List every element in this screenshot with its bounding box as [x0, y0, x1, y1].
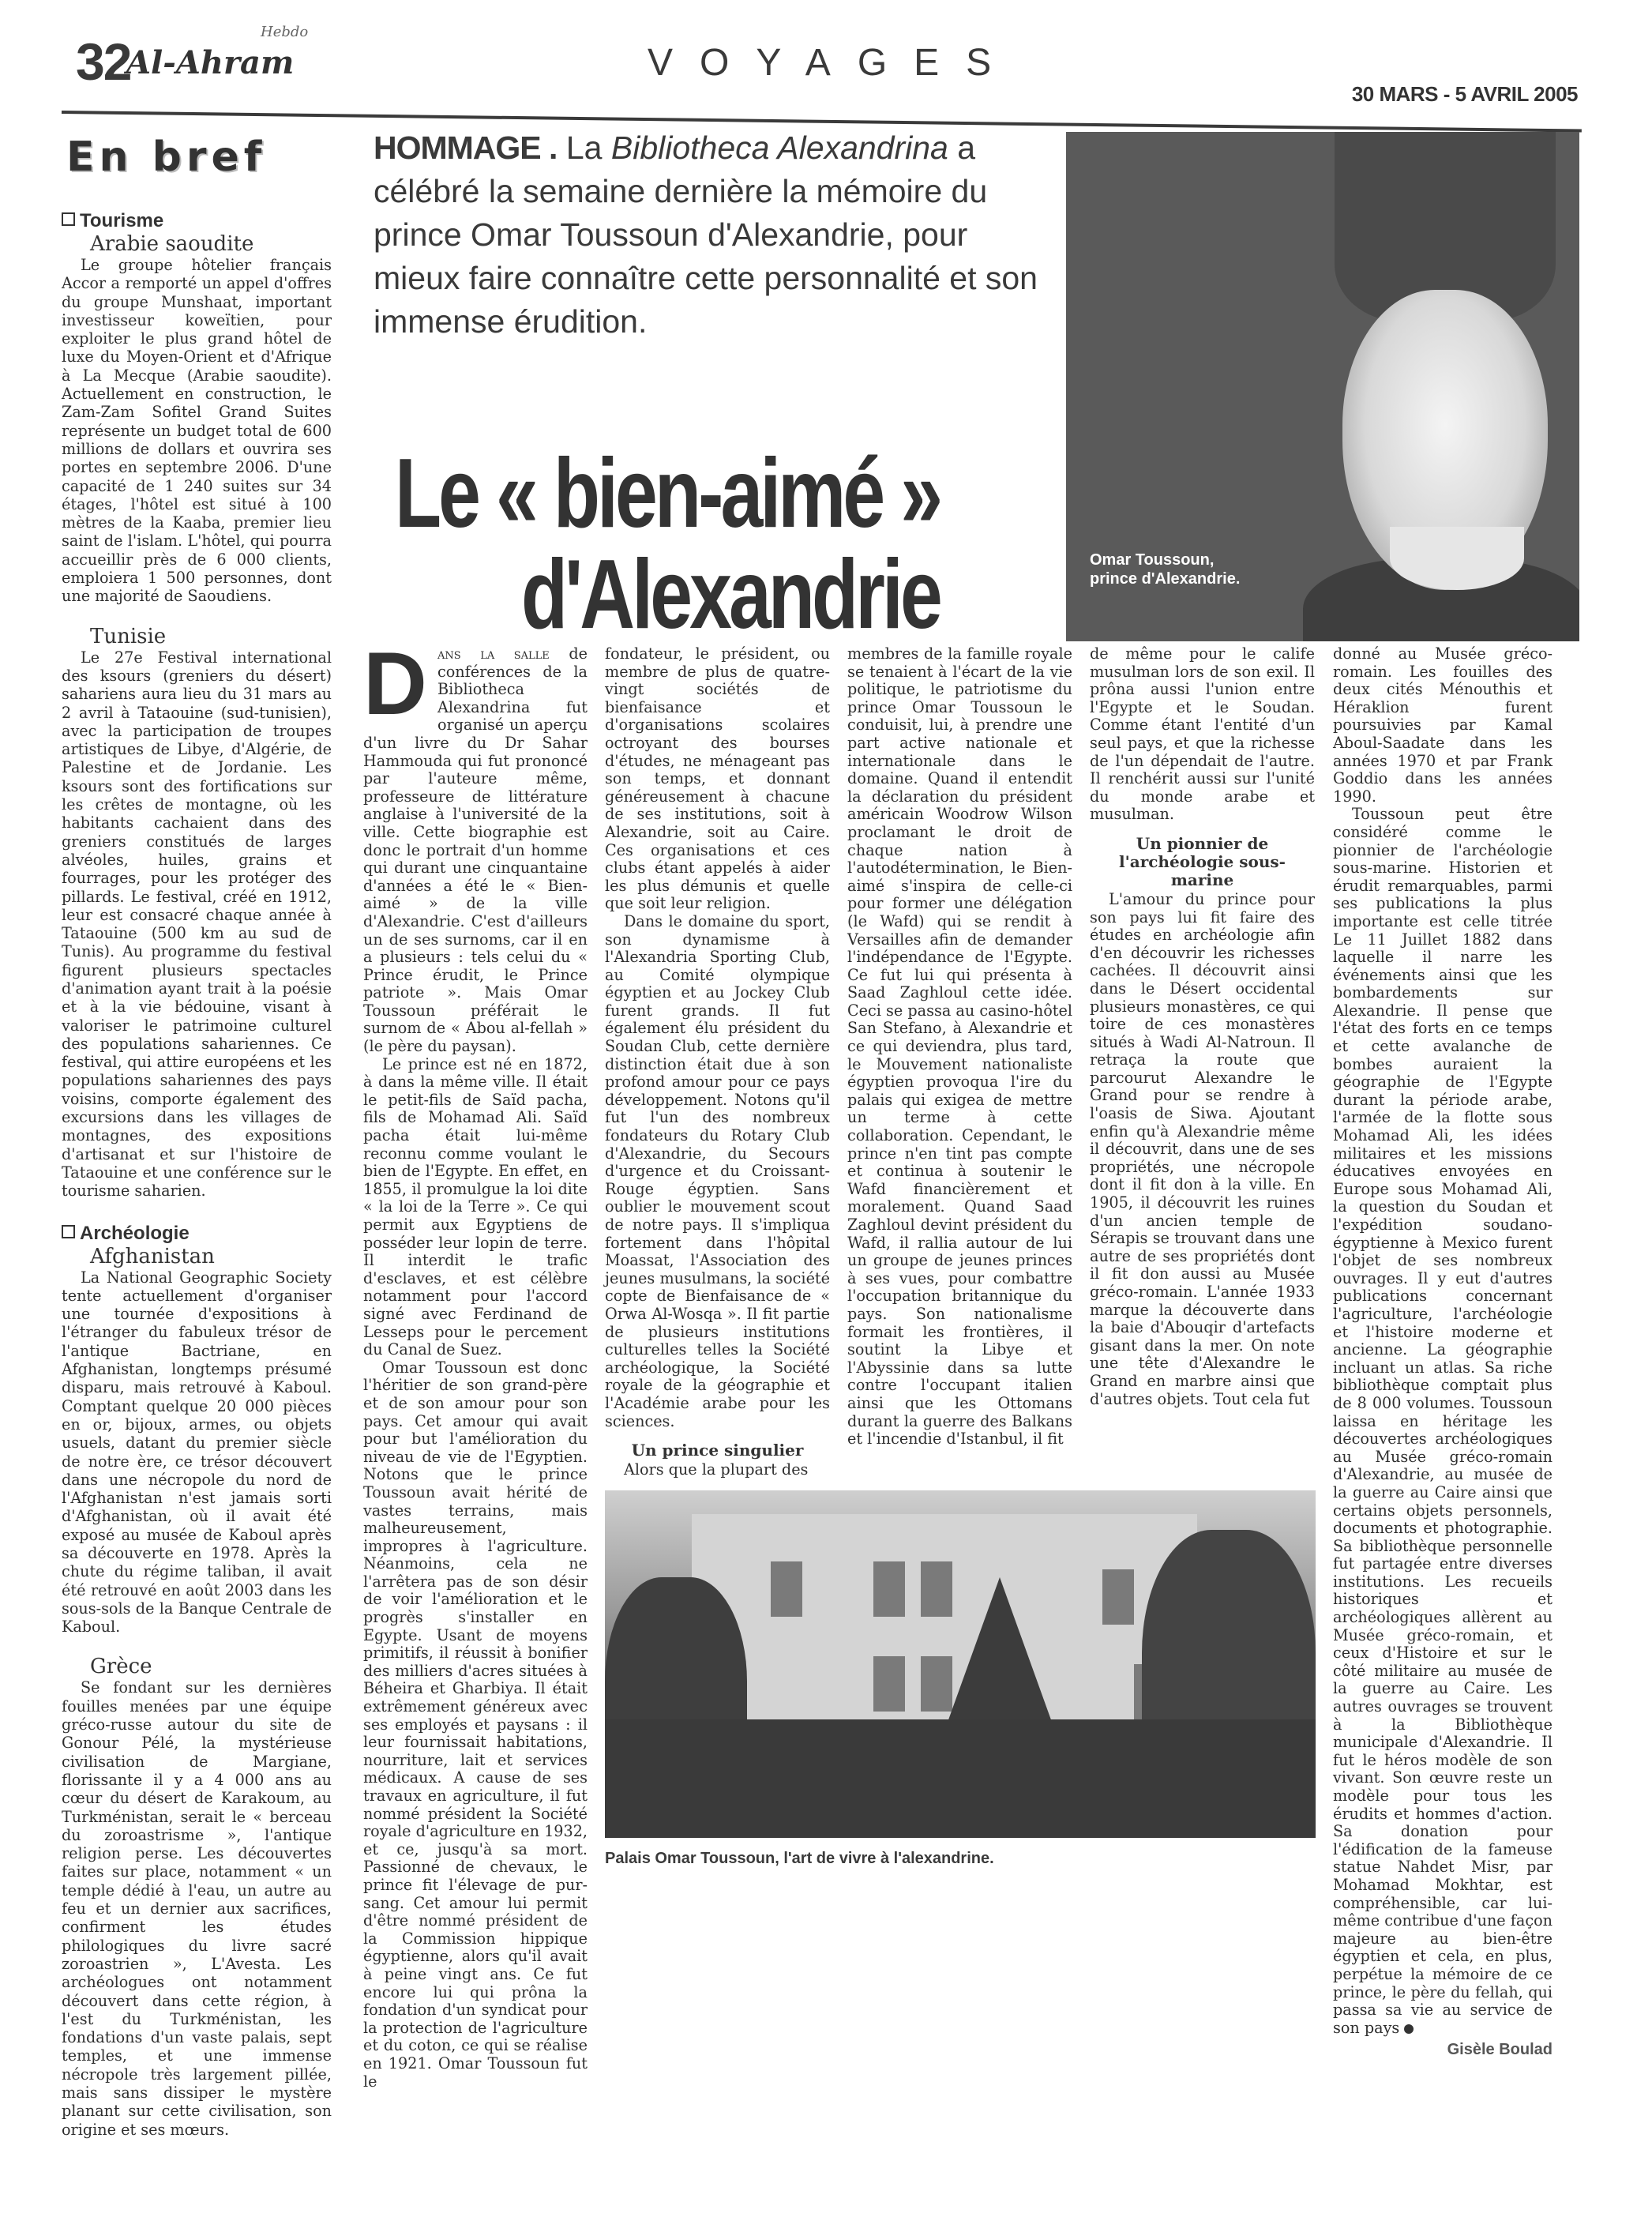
- portrait-caption: Omar Toussoun, prince d'Alexandrie.: [1090, 551, 1241, 588]
- issue-date: 30 MARS - 5 AVRIL 2005: [1351, 82, 1578, 106]
- brief-paragraph: La National Geographic Society tente actuellement d'organiser une tournée d'expositions à l'étranger du fabuleux trésor de l'antique Bactriane, en Afghanistan, longtemps présumé disparu, mais retrouvé à Kaboul. Comptant quelque 20 000 pièces en or, bijoux, armes, ou objets usuels, datant du premier siècle de notre ère, ce trésor découvert dans une nécropole du nord de l'Afghanistan n'est jamais sorti d'Afghanistan, où il avait été exposé au musée de Kaboul après sa découverte en 1978. Après la chute du régime taliban, il avait été retrouvé en août 2003 dans les sous-sols de la Banque Centrale de Kaboul.: [62, 1268, 332, 1636]
- window-shape: [873, 1656, 905, 1712]
- article-column-3: [847, 645, 1072, 1449]
- portrait-photo: [1066, 132, 1579, 641]
- brief-category: Archéologie: [62, 1223, 332, 1245]
- article-column-1: [363, 634, 588, 2091]
- page-number: 32: [76, 32, 131, 91]
- article-column-4: [1090, 645, 1315, 1408]
- article-paragraph: L'amour du prince pour son pays lui fit faire des études en archéologie afin d'en découvrir les richesses cachées. Il découvrit ainsi dans le Désert occidental plusieurs monastères, ce qui toire de ces monastères situés à Wadi Al-Natroun. Il retraça la route que parcourut Alexandre le Grand pour se rendre à l'oasis de Siwa. Ajoutant enfin qu'à Alexandrie même il découvrit, dans une de ses propriétés, une nécropole dont il fit don à la ville. En 1905, il découvrit les ruines d'un ancien temple de Sérapis se trouvant dans une autre de ses propriétés dont il fit don aussi au Musée gréco-romain. L'année 1933 marque la découverte dans la baie d'Abouqir d'artefacts gisant dans la mer. On note une tête d'Alexandre le Grand en marbre ainsi que d'autres objets. Tout cela fut: [1090, 889, 1315, 1408]
- palace-caption: Palais Omar Toussoun, l'art de vivre à l'alexandrine.: [605, 1849, 994, 1867]
- author-signature: Gisèle Boulad: [1447, 2041, 1553, 2059]
- brief-paragraph: Le groupe hôtelier français Accor a remporté un appel d'offres du groupe Munshaat, important investisseur koweïtien, pour exploiter le plus grand hôtel de luxe du Moyen-Orient et d'Afrique à La Mecque (Arabie saoudite). Actuellement en construction, le Zam-Zam Sofitel Grand Suites représente un budget total de 600 millions de dollars et ouvrira ses portes en septembre 2006. D'une capacité de 1 240 suites sur 34 étages, l'hôtel est situé à 100 mètres de la Kaaba, premier lieu saint de l'islam. L'hôtel, qui pourra accueillir près de 6 000 clients, emploiera 1 500 personnes, dont une majorité de Saoudiens.: [62, 256, 332, 606]
- article-paragraph: Omar Toussoun est donc l'héritier de son grand-père et de son amour pour son pays. Cet amour qui avait pour but l'amélioration du niveau de vie de l'Egyptien. Notons que le prince Toussoun avait hérité de vastes terrains, mais malheureusement, impropres à l'agriculture. Néanmoins, cela ne l'arrêtera pas de son désir de voir l'amélioration et le progrès s'installer en Egypte. Usant de moyens primitifs, il réussit à bonifier des milliers d'acres situées à Béheira et Gharbiya. Il était extrêmement généreux avec ses employés et paysans : il leur fournissait habitations, nourriture, lait et services médicaux. A cause de ses travaux en agriculture, il fut nommé président la Société royale d'agriculture en 1932, et ce, jusqu'à sa mort. Passionné de chevaux, le prince fit l'élevage de pur-sang. Cet amour lui permit d'être nommé président de la Commission hippique égyptienne, alors qu'il avait à peine vingt ans. Ce fut encore lui qui prôna la fondation d'un syndicat pour la protection de l'agriculture et du coton, ce qui se réalise en 1921. Omar Toussoun fut le: [363, 1358, 588, 2091]
- article-body: [363, 634, 1570, 2091]
- collar-shape: [1390, 527, 1524, 590]
- palace-photo: [605, 1490, 1316, 1838]
- brief-paragraph: Se fondant sur les dernières fouilles menées par une équipe gréco-russe autour du site de Gonour Pélé, la mystérieuse civilisation de Margiane, florissante il y a 4 000 ans au cœur du désert de Karakoum, au Turkménistan, serait le « berceau du zoroastrisme », l'antique religion perse. Les découvertes faites sur place, notamment « un temple dédié à l'eau, un autre au feu et un dernier aux sacrifices, confirment les études philologiques du livre sacré zoroastrien », L'Avesta. Les archéologues ont notamment découvert dans cette région, à l'est du Turkménistan, les fondations d'un vaste palais, sept temples, et une immense nécropole très largement pillée, mais sans dissiper le mystère planant sur cette civilisation, son origine et ses mœurs.: [62, 1678, 332, 2139]
- checkbox-square-icon: [62, 1225, 75, 1238]
- brief-place: Grèce: [90, 1655, 152, 1679]
- newspaper-logo: Al-Ahram: [126, 44, 295, 81]
- article-subhead: Un pionnier de l'archéologie sous-marine: [1119, 833, 1286, 889]
- article-column-5: [1333, 645, 1553, 2059]
- end-of-article-bullet-icon: [1404, 2024, 1414, 2034]
- newspaper-logo-edition: Hebdo: [261, 24, 309, 40]
- en-bref-column: [62, 207, 332, 2144]
- article-middle-block: [605, 645, 1316, 1868]
- brief-category: Tourisme: [62, 210, 332, 232]
- article-headline-line1: Le « bien-aimé »: [395, 439, 941, 548]
- lawn-shape: [605, 1719, 1316, 1838]
- article-headline-line2: d'Alexandrie: [521, 540, 940, 649]
- article-paragraph: Dans le domaine du sport, son dynamisme à l'Alexandria Sporting Club, au Comité olympique égyptien et au Jockey Club furent grands. Il fut également élu président du Soudan Club, cette dernière distinction était due à son profond amour pour ce pays développement. Notons qu'il fut l'un des nombreux fondateurs du Rotary Club d'Alexandrie, du Secours d'urgence et du Croissant-Rouge égyptien. Sans oublier le mouvement scout de notre pays. Il s'impliqua fortement dans l'hôpital Moassat, l'Association des jeunes musulmans, la société copte de Bienfaisance de « Orwa Al-Wosqa ». Il fit partie de plusieurs institutions culturelles telles la Société archéologique, la Société royale de la géographie et l'Académie arabe pour les sciences.: [605, 911, 830, 1430]
- article-paragraph: de même pour le calife musulman lors de son exil. Il prôna aussi l'union entre l'Egypte et le Soudan. Comme étant l'entité d'un seul pays, et que la richesse de l'un dépendait de l'autre. Il renchérit aussi sur l'unité du monde arabe et musulman.: [1090, 644, 1315, 824]
- brief-place: Afghanistan: [90, 1244, 215, 1268]
- brief-paragraph: Le 27e Festival international des ksours (greniers du désert) sahariens aura lieu du 31 mars au 2 avril à Tataouine (sud-tunisien), avec la participation de troupes artistiques de Libye, d'Algérie, de Palestine et de Jordanie. Les ksours sont des fortifications sur les crêtes de montagne, où les habitants cachaient dans des greniers constitués de larges alvéoles, huiles, grains et fourrages, pour les protéger des pillards. Le festival, créé en 1912, leur est consacré chaque année à Tataouine (500 km au sud de Tunis). Au programme du festival figurent plusieurs spectacles d'animation ayant trait à la poésie et à la vie bédouine, visant à valoriser le patrimoine culturel des populations sahariennes. Ce festival, qui attire européens et les populations sahariennes des pays voisins, comporte également des excursions dans les villages de montagnes, des expositions d'artisanat et sur l'histoire de Tataouine et une conférence sur le tourisme saharien.: [62, 648, 332, 1201]
- article-paragraph: Le prince est né en 1872, à dans la même ville. Il était le petit-fils de Saïd pacha, fils de Mohamad Ali. Saïd pacha était lui-même reconnu comme voulant le bien de l'Egypte. En effet, en 1855, il promulgue la loi dite « la loi de la Terre ». Ce qui permit aux Egyptiens de posséder leur lopin de terre. Il interdit le trafic d'esclaves, et est célèbre notamment pour l'accord signé avec Ferdinand de Lesseps pour le percement du Canal de Suez.: [363, 1054, 588, 1359]
- article-paragraph: fondateur, le président, ou membre de plus de quatre-vingt sociétés de bienfaisance et d'organisations scolaires octroyant des bourses d'études, ne ménageant pas son temps, et donnant généreusement à chacune de ses institutions, soit à Alexandrie, soit au Caire. Ces organisations et ces clubs étant appelés à aider les plus démunis et quelle que soit leur religion.: [605, 644, 830, 913]
- window-shape: [1102, 1569, 1134, 1625]
- article-subhead: Un prince singulier: [631, 1441, 804, 1460]
- article-paragraph: donné au Musée gréco-romain. Les fouilles des deux cités Ménouthis et Héraklion furent poursuivies par Kamal Aboul-Saadate dans les années 1970 et par Frank Goddio dans les années 1990.: [1333, 644, 1553, 806]
- window-shape: [873, 1561, 905, 1617]
- article-column-2: [605, 645, 830, 1479]
- article-paragraph: Toussoun peut être considéré comme le pionnier de l'archéologie sous-marine. Historien et érudit remarquables, parmi ses publications la plus importante est celle titrée Le 11 Juillet 1882 dans laquelle il narre les événements ainsi que les bombardements sur Alexandrie. Il pense que l'état des forts en ce temps et cette avalanche de bombes auraient la géographie de l'Egypte durant la période arabe, l'armée de la flotte sous Mohamad Ali, les idées militaires et les missions éducatives envoyées en Europe sous Mohamad Ali, la question du Soudan et l'expédition soudano-égyptienne à Mexico furent l'objet de ses nombreux ouvrages. Il y eut d'autres publications concernant l'agriculture, l'archéologie et l'histoire moderne et ancienne. La géographie incluant un atlas. Sa riche bibliothèque comptait plus de 8 000 volumes. Toussoun laissa en héritage les découvertes archéologiques au Musée gréco-romain d'Alexandrie, au musée de la guerre au Caire ainsi que certains objets personnels, documents et photographie. Sa bibliothèque personnelle fut partagée entre diverses institutions. Les recueils historiques et archéologiques allèrent au Musée gréco-romain, et ceux d'Histoire et sur le côté militaire au musée de la guerre au Caire. Les autres ouvrages se trouvent à la Bibliothèque municipale d'Alexandrie. Il fut le héros modèle de son vivant. Son œuvre reste un modèle pour tous les érudits et hommes d'action. Sa donation pour l'édification de la fameuse statue Nahdet Misr, par Mohamad Mokhtar, est compréhensible, car lui-même contribue d'une façon majeure au bien-être égyptien et cela, en plus, perpétue la mémoire de ce prince, le père du fellah, qui passa sa vie au service de son pays: [1333, 805, 1553, 2037]
- checkbox-square-icon: [62, 212, 75, 226]
- article-paragraph: Alors que la plupart des: [624, 1460, 809, 1479]
- en-bref-title: En bref: [66, 133, 267, 181]
- article-kicker: HOMMAGE .: [374, 130, 558, 166]
- section-title: VOYAGES: [648, 42, 1019, 84]
- article-paragraph: ans la salle de conférences de la Bibliotheca Alexandrina fut organisé un aperçu d'un livre du Dr Sahar Hammouda qui fut prononcé par l'auteure même, professeure de littérature anglaise à l'université de la ville. Cette biographie est donc le portrait d'un homme qui durant une cinquantaine d'années a été le « Bien-aimé » de la ville d'Alexandrie. C'est d'ailleurs un de ses surnoms, car il en a plusieurs : tels celui du « Prince érudit, le Prince patriote ». Mais Omar Toussoun préférait le surnom de « Abou al-fellah » (le père du paysan).: [363, 644, 588, 1056]
- drop-cap: D: [363, 634, 427, 733]
- article-paragraph: membres de la famille royale se tenaient à l'écart de la vie politique, le patriotisme du prince Omar Toussoun le conduisit, lui, à prendre une part active nationale et internationale dans le domaine. Quand il entendit la déclaration du président américain Woodrow Wilson proclamant le droit de chaque nation à l'autodétermination, le Bien-aimé s'inspira de celle-ci pour former une délégation (le Wafd) qui se rendit à Versailles afin de demander l'indépendance de l'Egypte. Ce fut lui qui présenta à Saad Zaghloul cette idée. Ceci se passa au casino-hôtel San Stefano, à Alexandrie et ce qui deviendra, plus tard, le Mouvement nationaliste égyptien provoqua l'ire du palais qui exigea de mettre un terme à cette collaboration. Cependant, le prince n'en tint pas compte et continua à soutenir le Wafd financièrement et moralement. Quand Saad Zaghloul devint président du Wafd, il rallia autour de lui un groupe de jeunes princes à ses vues, pour combattre l'occupation britannique du pays. Son nationalisme formait les frontières, il soutint la Libye et l'Abyssinie dans sa lutte contre l'occupant italien ainsi que les Ottomans durant la guerre des Balkans et l'incendie d'Istanbul, il fit: [847, 644, 1072, 1449]
- window-shape: [771, 1561, 802, 1617]
- brief-place: Arabie saoudite: [90, 232, 254, 256]
- article-standfirst: HOMMAGE . La Bibliotheca Alexandrina a célébré la semaine dernière la mémoire du prince Omar Toussoun d'Alexandrie, pour mieux faire connaître cette personnalité et son immense érudition.: [374, 130, 1038, 340]
- brief-place: Tunisie: [90, 624, 167, 648]
- article-middle-columns: [605, 645, 1316, 1479]
